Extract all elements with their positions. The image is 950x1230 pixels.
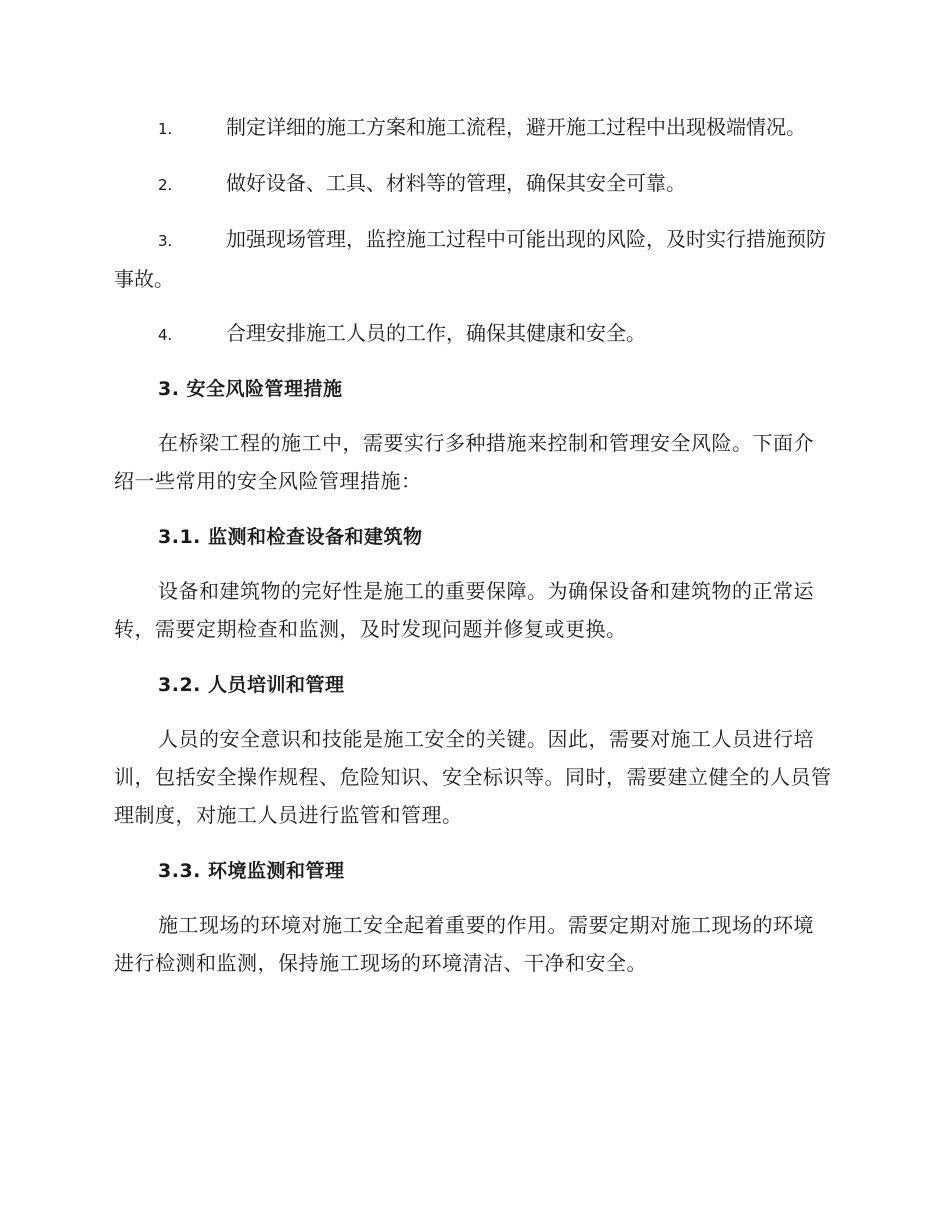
list-item — [114, 314, 834, 354]
list-item — [114, 164, 834, 204]
list-item — [114, 220, 834, 298]
list-item-text: 加强现场管理，监控施工过程中可能出现的风险，及时实行措施预防事故。 — [114, 227, 826, 291]
list-item-number: 2. — [158, 176, 173, 194]
section-heading: 3. 安全风险管理措施 — [158, 378, 343, 400]
subsection-heading: 3.1. 监测和检查设备和建筑物 — [158, 526, 423, 548]
list-item-text: 做好设备、工具、材料等的管理，确保其安全可靠。 — [226, 171, 686, 195]
list-item-number: 4. — [158, 326, 173, 344]
list-item-number: 3. — [158, 232, 173, 250]
list-item — [114, 108, 834, 148]
document-content — [114, 108, 834, 1000]
list-item-text: 制定详细的施工方案和施工流程，避开施工过程中出现极端情况。 — [226, 115, 806, 139]
section-paragraph: 在桥梁工程的施工中，需要实行多种措施来控制和管理安全风险。下面介绍一些常用的安全风险管理措施： — [114, 431, 814, 493]
subsection-heading: 3.3. 环境监测和管理 — [158, 860, 345, 882]
list-item-text: 合理安排施工人员的工作，确保其健康和安全。 — [226, 321, 646, 345]
subsection-paragraph: 施工现场的环境对施工安全起着重要的作用。需要定期对施工现场的环境进行检测和监测，保持施工现场的环境清洁、干净和安全。 — [114, 913, 814, 975]
subsection-heading: 3.2. 人员培训和管理 — [158, 674, 345, 696]
list-item-number: 1. — [158, 120, 173, 138]
subsection-paragraph: 人员的安全意识和技能是施工安全的关键。因此，需要对施工人员进行培训，包括安全操作规程、危险知识、安全标识等。同时，需要建立健全的人员管理制度，对施工人员进行监管和管理。 — [114, 727, 832, 827]
subsection-paragraph: 设备和建筑物的完好性是施工的重要保障。为确保设备和建筑物的正常运转，需要定期检查和监测，及时发现问题并修复或更换。 — [114, 579, 814, 641]
